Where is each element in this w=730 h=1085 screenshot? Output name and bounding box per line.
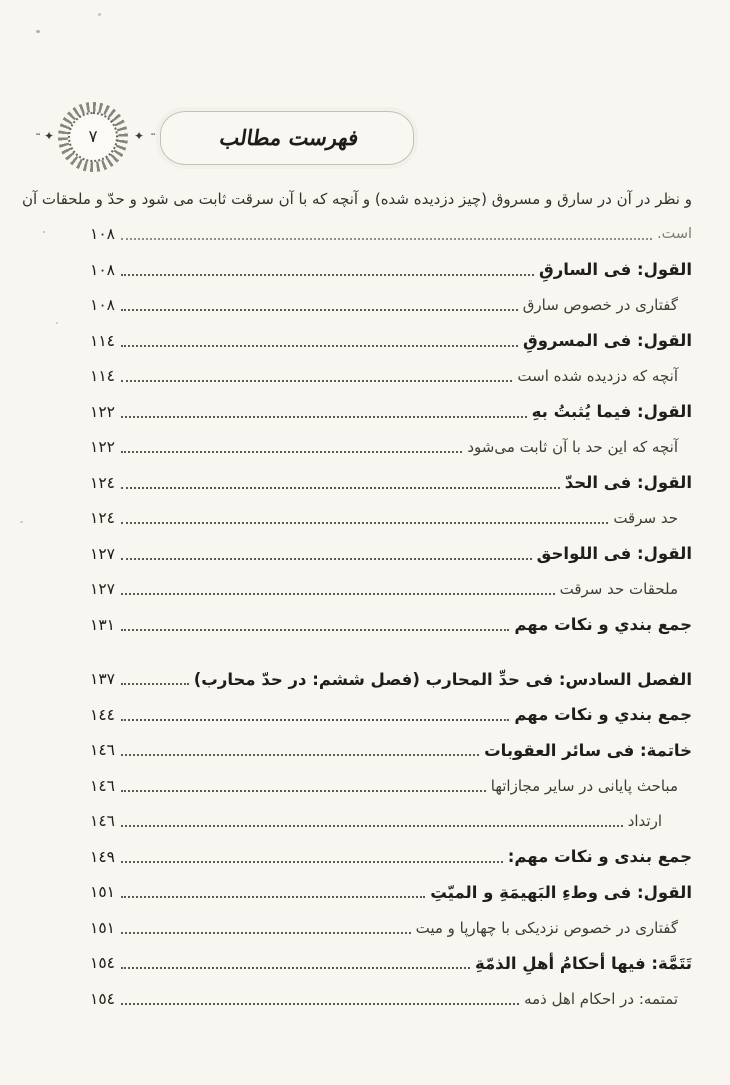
diamond-ornament-right-icon: ✦ xyxy=(134,129,145,143)
toc-entry-page: ١٢٧ xyxy=(90,544,115,563)
dot-leader xyxy=(121,274,534,276)
toc-entry xyxy=(90,697,692,733)
toc-entry-label: الفصل السادس: فی حدِّ المحارب (فصل ششم: در حدّ محارب) xyxy=(193,669,692,689)
toc-entry-page: ١٢٤ xyxy=(90,473,115,492)
dot-leader xyxy=(121,416,527,418)
toc-entry-page: ١٥١ xyxy=(90,883,115,902)
toc-entry xyxy=(90,981,692,1017)
toc-entry-label: القول: فی السارقِ xyxy=(538,260,692,280)
toc-entry-page: ١٠٨ xyxy=(90,296,115,315)
dot-leader xyxy=(121,558,532,560)
title-cartouche xyxy=(160,111,414,165)
toc-entry xyxy=(90,804,692,840)
toc-entry xyxy=(90,662,692,698)
scan-speck xyxy=(98,13,101,16)
toc-entry xyxy=(90,394,692,430)
dot-leader xyxy=(121,309,518,311)
dot-leader xyxy=(121,380,512,382)
toc-entry-label: تمتمه: در احکام اهل ذمه xyxy=(524,989,678,1008)
scan-speck xyxy=(56,322,58,324)
dot-leader xyxy=(121,790,486,792)
toc-entry-page: ١١٤ xyxy=(90,331,115,350)
toc-entry-label: آنچه که این حد با آن ثابت می‌شود xyxy=(467,438,678,457)
toc-entry-page: ١٣١ xyxy=(90,615,115,634)
toc-entry-label: القول: فی الحدّ xyxy=(564,473,692,493)
toc-entry xyxy=(90,323,692,359)
scan-speck xyxy=(43,231,45,233)
toc-entry xyxy=(21,181,692,217)
rosette-ornament-icon xyxy=(58,102,128,172)
toc-entry xyxy=(90,572,692,608)
toc-entry-page: ١٥١ xyxy=(90,918,115,937)
dot-leader xyxy=(121,932,411,934)
toc-entry xyxy=(90,217,692,253)
toc-entry xyxy=(90,501,692,537)
toc-entry-page: ١٠٨ xyxy=(90,225,115,244)
dot-leader xyxy=(121,1003,519,1005)
dot-leader xyxy=(121,451,462,453)
toc-entry xyxy=(90,910,692,946)
page-number: ٧ xyxy=(88,127,98,147)
toc-entry-page: ١٠٨ xyxy=(90,260,115,279)
toc-entry-label: آنچه که دزدیده شده است xyxy=(517,367,678,386)
dot-leader xyxy=(121,861,503,863)
dot-leader xyxy=(121,487,560,489)
toc-entry xyxy=(90,875,692,911)
toc-entry-label: تَتَمَّة: فیها أحکامُ أهلِ الذمّةِ xyxy=(474,953,692,973)
toc-entry-label: القول: فی المسروقِ xyxy=(523,331,692,351)
toc-entry-page: ١٢٧ xyxy=(90,580,115,599)
toc-entry xyxy=(90,359,692,395)
toc-entry-page: ١٤٦ xyxy=(90,741,115,760)
dot-leader xyxy=(121,825,623,827)
ornament-dots-left: ·· xyxy=(35,128,40,143)
toc-entry-page: ١٤٦ xyxy=(90,776,115,795)
toc-entry-label: جمع بندي و نکات مهم xyxy=(514,615,692,635)
dot-leader xyxy=(121,683,189,685)
toc-entry-label: گفتاری در خصوص سارق xyxy=(522,296,678,315)
toc-entry-label: جمع بندی و نکات مهم: xyxy=(507,847,692,867)
toc-entry-label: القول: فی وطءِ البَهیمَةِ و المیّتِ xyxy=(430,882,692,902)
toc-entry-label: است. xyxy=(656,226,692,243)
toc-section xyxy=(90,662,692,1017)
toc-entry xyxy=(90,465,692,501)
toc-entry-label: القول: فیما یُثبتُ بهِ xyxy=(531,402,692,422)
toc-entry-page: ١٤٩ xyxy=(90,847,115,866)
toc-entry-label: مباحث پایانی در سایر مجازاتها xyxy=(490,776,678,795)
toc-entry xyxy=(90,839,692,875)
dot-leader xyxy=(121,238,652,240)
scan-speck xyxy=(36,30,40,33)
toc-entry-label: گفتاری در خصوص نزدیکی با چهارپا و میت xyxy=(415,918,678,937)
toc-entry-page: ١٢٢ xyxy=(90,438,115,457)
dot-leader xyxy=(121,719,509,721)
toc-entry-page: ١٥٤ xyxy=(90,954,115,973)
toc-entry-label: حد سرقت xyxy=(613,509,678,528)
toc-list xyxy=(21,181,692,1017)
toc-entry-label: خاتمة: فی سائر العقوبات xyxy=(484,740,692,760)
toc-entry-label: و نظر در آن در سارق و مسروق (چیز دزدیده شده) و آنچه که با آن سرقت ثابت می شود و حدّ و ملحقات آن xyxy=(21,189,692,208)
toc-entry-page: ١١٤ xyxy=(90,367,115,386)
ornament-dots-right: ·· xyxy=(150,128,155,143)
toc-entry xyxy=(90,607,692,643)
toc-entry-page: ١٣٧ xyxy=(90,670,115,689)
dot-leader xyxy=(121,754,479,756)
toc-entry-page: ١٢٤ xyxy=(90,509,115,528)
toc-entry-page: ١٤٤ xyxy=(90,705,115,724)
toc-entry xyxy=(90,946,692,982)
scan-speck xyxy=(20,521,23,523)
diamond-ornament-left-icon: ✦ xyxy=(44,129,55,143)
toc-entry-label: القول: فی اللواحق xyxy=(536,544,692,564)
toc-entry xyxy=(90,768,692,804)
toc-entry-label: ملحقات حد سرقت xyxy=(559,580,678,599)
page-number-badge xyxy=(68,112,118,162)
toc-entry xyxy=(90,288,692,324)
toc-entry-page: ١٤٦ xyxy=(90,812,115,831)
dot-leader xyxy=(121,896,425,898)
toc-entry-page: ١٥٤ xyxy=(90,989,115,1008)
toc-section xyxy=(21,181,692,643)
toc-entry-page: ١٢٢ xyxy=(90,402,115,421)
dot-leader xyxy=(121,345,518,347)
toc-entry xyxy=(90,252,692,288)
dot-leader xyxy=(121,629,509,631)
dot-leader xyxy=(121,522,608,524)
toc-entry xyxy=(90,430,692,466)
page-title: فهرست مطالب xyxy=(216,126,358,150)
toc-entry-label: ارتداد xyxy=(627,812,662,831)
dot-leader xyxy=(121,593,555,595)
toc-entry xyxy=(90,733,692,769)
dot-leader xyxy=(121,967,470,969)
toc-entry-label: جمع بندي و نکات مهم xyxy=(514,705,692,725)
toc-entry xyxy=(90,536,692,572)
